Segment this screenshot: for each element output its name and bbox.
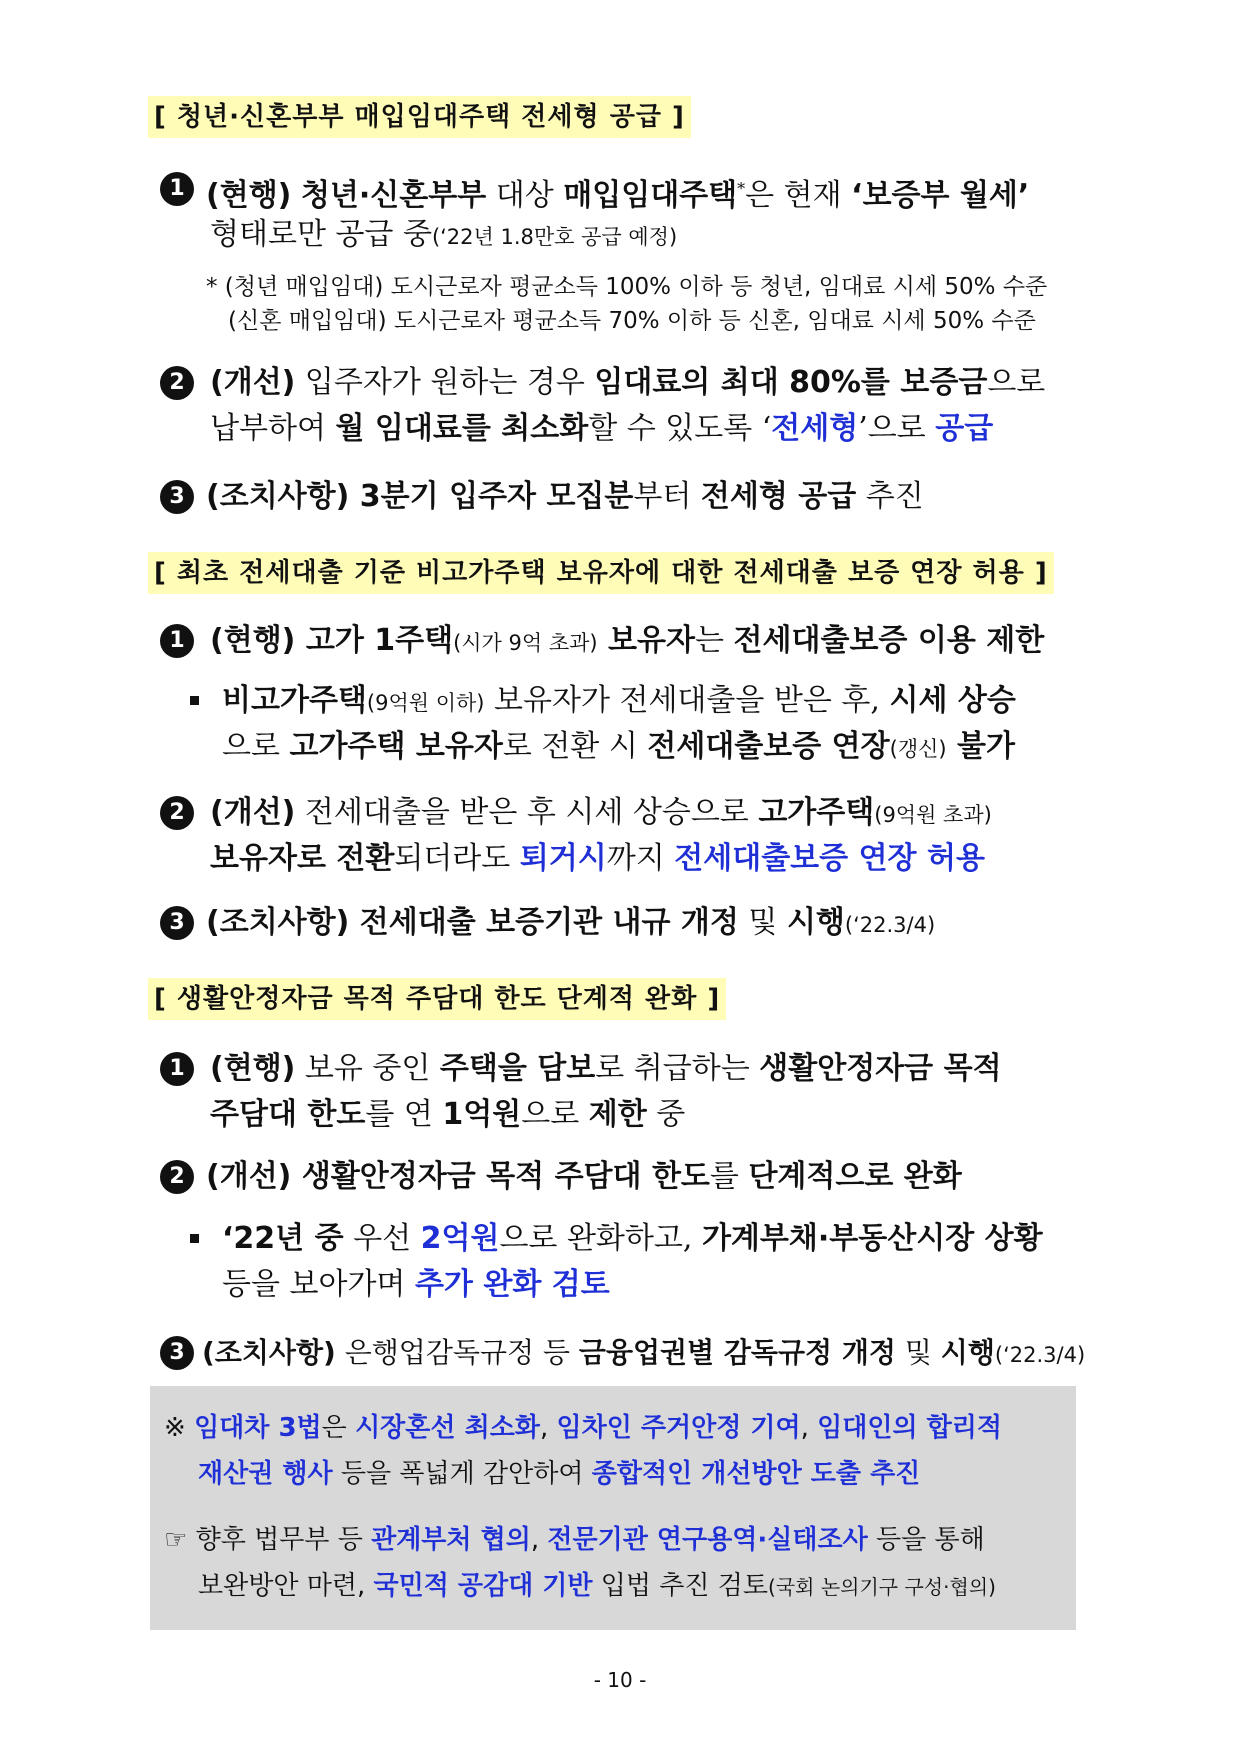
sub-item: 비고가주택(9억원 이하) 보유자가 전세대출을 받은 후, 시세 상승 [222, 683, 1016, 718]
item-current: (현행) 고가 1주택(시가 9억 초과) 보유자는 전세대출보증 이용 제한 [210, 623, 1045, 658]
item-number: 1 [160, 624, 194, 658]
item-current: (현행) 보유 중인 주택을 담보로 취급하는 생활안정자금 목적 [210, 1051, 1002, 1086]
item-improve-cont: 보유자로 전환되더라도 퇴거시까지 전세대출보증 연장 허용 [210, 841, 985, 876]
item-current: (현행) 청년·신혼부부 대상 매입임대주택*은 현재 ‘보증부 월세’ [206, 178, 1030, 213]
item-improve: (개선) 생활안정자금 목적 주담대 한도를 단계적으로 완화 [206, 1159, 962, 1194]
summary-paragraph-1: ※ 임대차 3법은 시장혼선 최소화, 임차인 주거안정 기여, 임대인의 합리적 [164, 1413, 1003, 1443]
summary-paragraph-2: ☞ 향후 법무부 등 관계부처 협의, 전문기관 연구용역·실태조사 등을 통해 [164, 1525, 985, 1555]
item-current-cont: 형태로만 공급 중(‘22년 1.8만호 공급 예정) [210, 217, 678, 252]
page-number: - 10 - [593, 1668, 647, 1692]
item-number: 3 [160, 480, 194, 514]
summary-paragraph-2-cont: 보완방안 마련, 국민적 공감대 기반 입법 추진 검토(국회 논의기구 구성·협의) [198, 1571, 996, 1601]
item-action: (조치사항) 3분기 입주자 모집분부터 전세형 공급 추진 [206, 479, 924, 514]
summary-box [150, 1386, 1076, 1630]
bullet-marker [190, 1234, 199, 1243]
item-improve: (개선) 입주자가 원하는 경우 임대료의 최대 80%를 보증금으로 [210, 365, 1046, 400]
bullet-marker [190, 696, 199, 705]
item-action: (조치사항) 은행업감독규정 등 금융업권별 감독규정 개정 및 시행(‘22.3/4) [202, 1336, 1086, 1369]
section-title: [ 청년·신혼부부 매입임대주택 전세형 공급 ] [148, 96, 691, 138]
section-title: [ 최초 전세대출 기준 비고가주택 보유자에 대한 전세대출 보증 연장 허용 ] [148, 552, 1054, 594]
item-number: 1 [160, 1052, 194, 1086]
item-number: 3 [160, 1336, 194, 1370]
footnote: * (청년 매입임대) 도시근로자 평균소득 100% 이하 등 청년, 임대료 시세 50% 수준 [206, 274, 1048, 300]
item-current-cont: 주담대 한도를 연 1억원으로 제한 중 [210, 1097, 686, 1132]
sub-item: ‘22년 중 우선 2억원으로 완화하고, 가계부채·부동산시장 상황 [222, 1221, 1043, 1256]
item-improve: (개선) 전세대출을 받은 후 시세 상승으로 고가주택(9억원 초과) [210, 795, 992, 830]
item-number: 2 [160, 796, 194, 830]
section-title: [ 생활안정자금 목적 주담대 한도 단계적 완화 ] [148, 978, 726, 1020]
item-number: 2 [160, 1160, 194, 1194]
item-improve-cont: 납부하여 월 임대료를 최소화할 수 있도록 ‘전세형’으로 공급 [210, 411, 994, 446]
summary-paragraph-1-cont: 재산권 행사 등을 폭넓게 감안하여 종합적인 개선방안 도출 추진 [198, 1459, 921, 1489]
item-action: (조치사항) 전세대출 보증기관 내규 개정 및 시행(‘22.3/4) [206, 905, 936, 940]
item-number: 3 [160, 906, 194, 940]
item-number: 2 [160, 366, 194, 400]
sub-item-cont: 으로 고가주택 보유자로 전환 시 전세대출보증 연장(갱신) 불가 [222, 729, 1016, 764]
sub-item-cont: 등을 보아가며 추가 완화 검토 [222, 1267, 610, 1302]
item-number: 1 [160, 172, 194, 206]
footnote: (신혼 매입임대) 도시근로자 평균소득 70% 이하 등 신혼, 임대료 시세 50% 수준 [228, 308, 1036, 334]
